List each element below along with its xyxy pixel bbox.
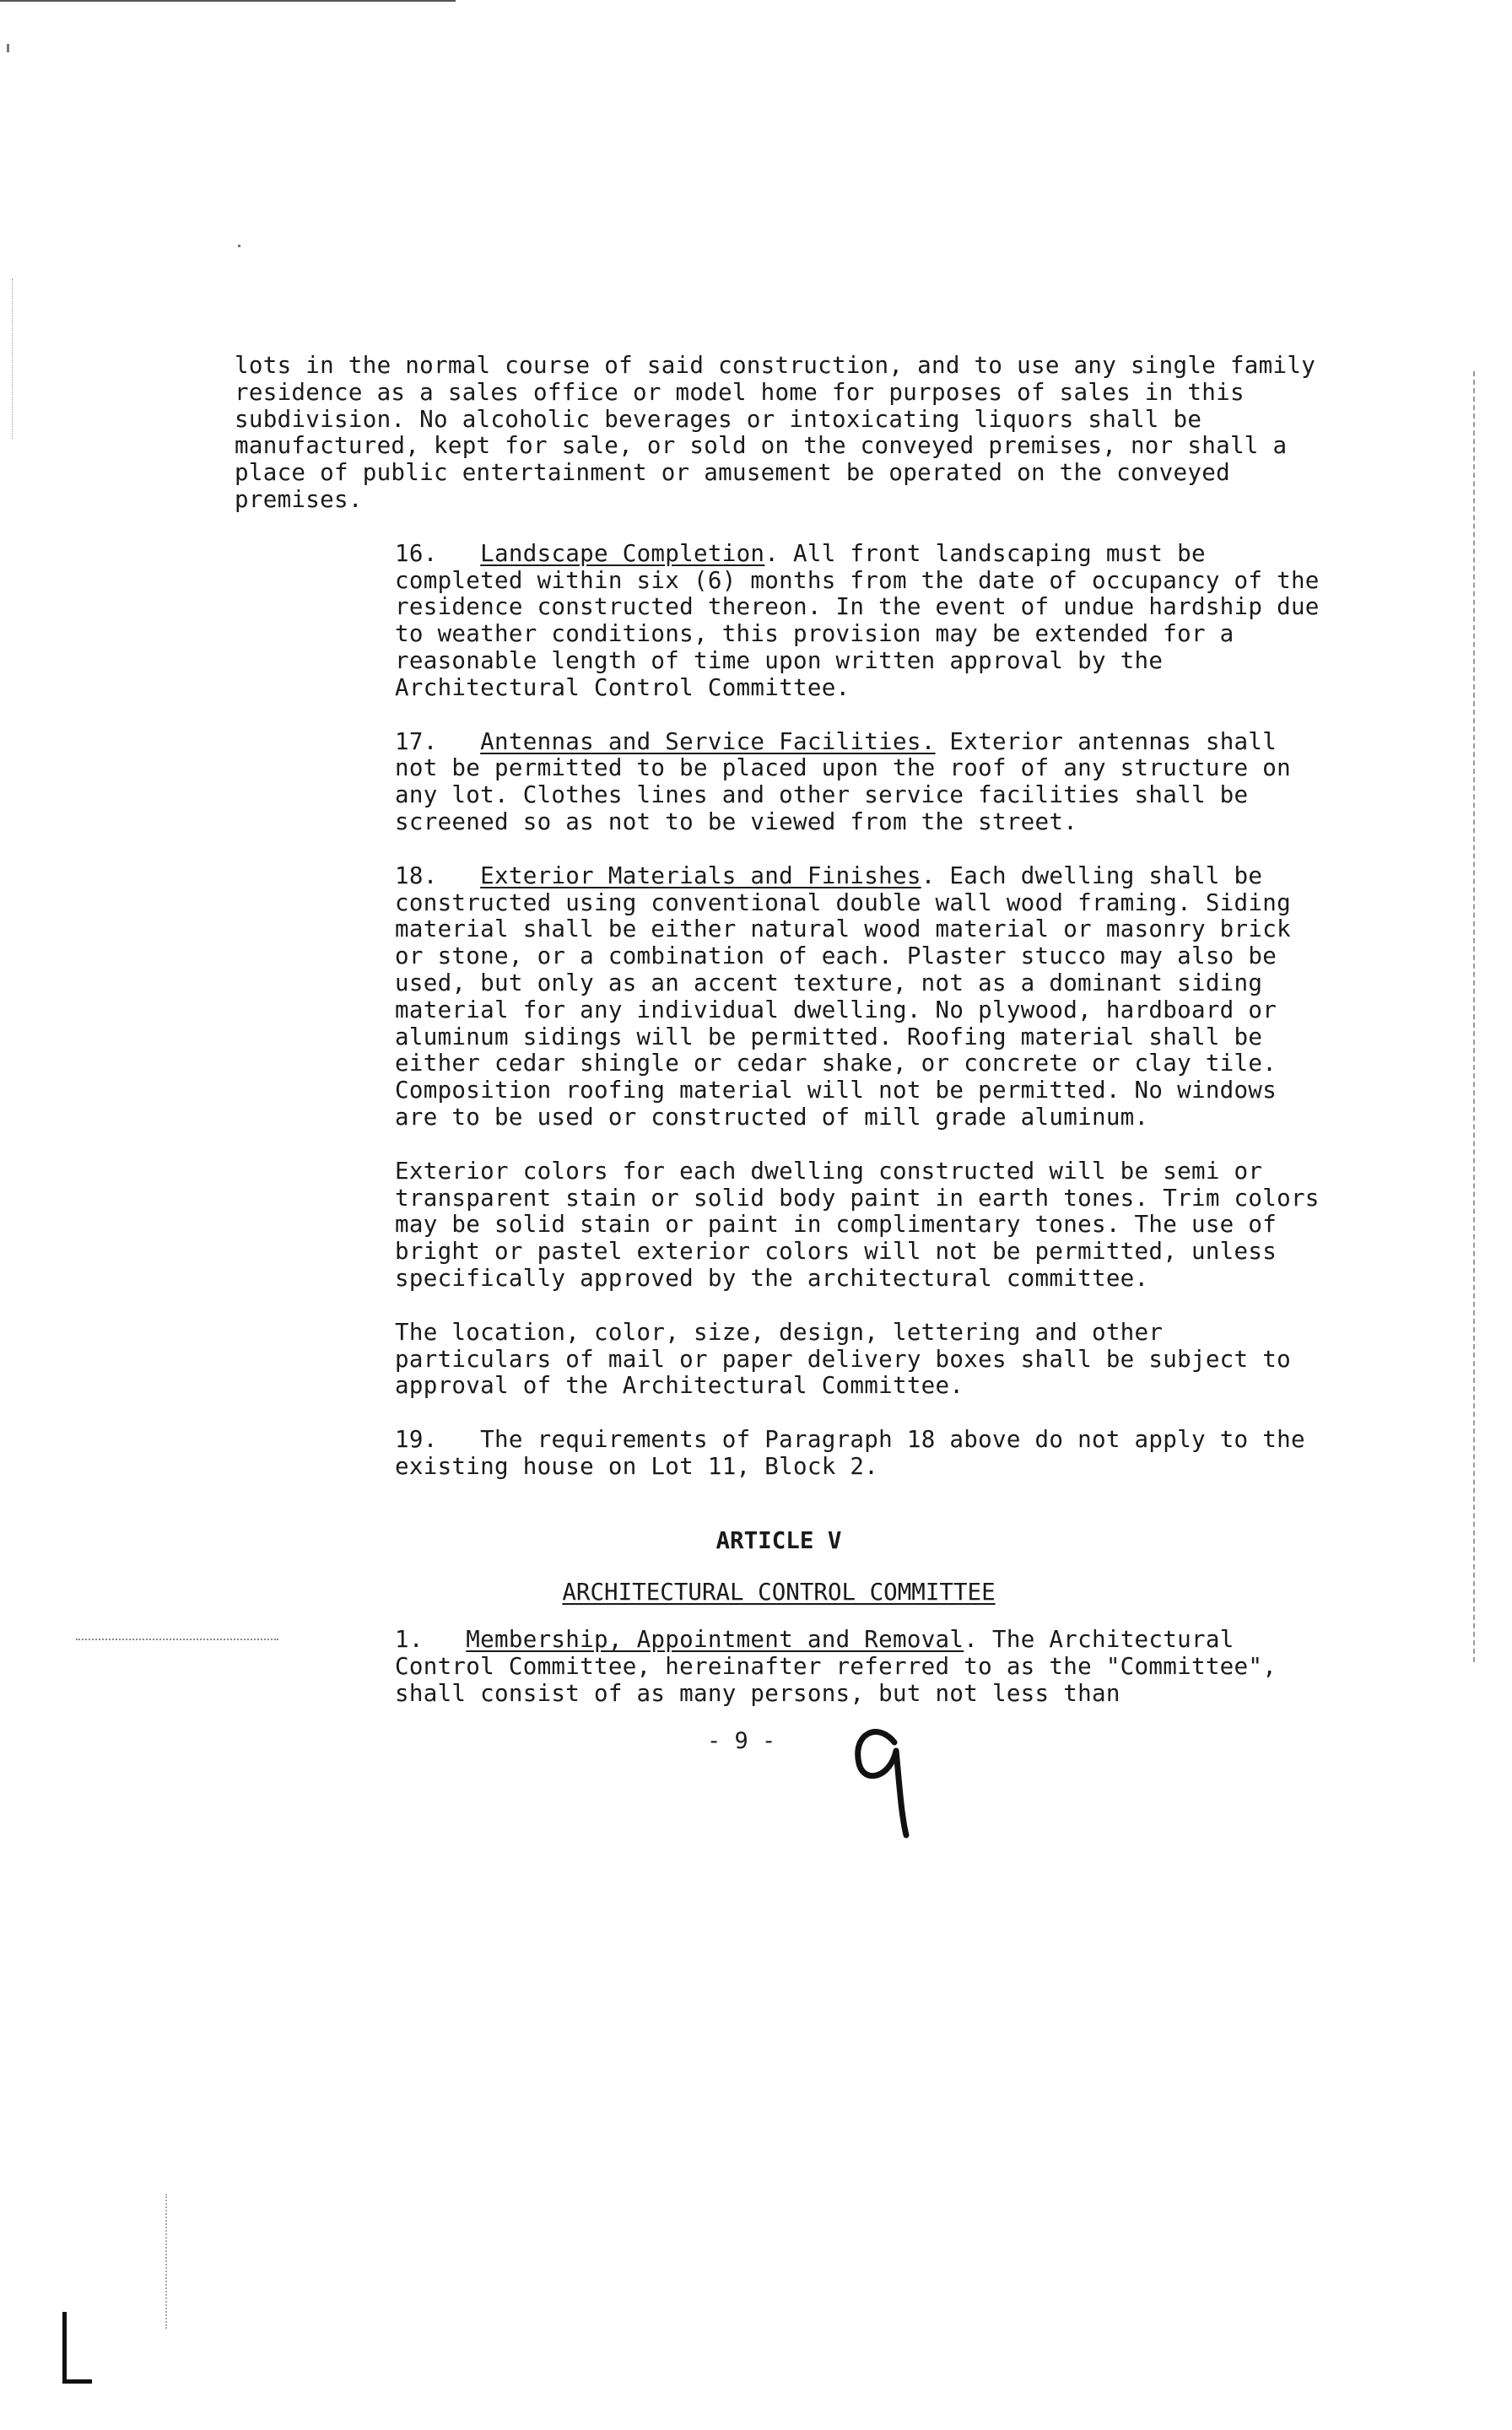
article-5-section-1 bbox=[235, 1627, 1323, 1707]
paragraph-number: 16. bbox=[395, 539, 438, 567]
paragraph-15-continued: lots in the normal course of said construction, and to use any single family residence as a sales office or model home for purposes of sales in this subdivision. No alcoholic beverages or intoxicating liquors shall be manufactured, kept for sale, or sold on the conveyed premises, nor shall a place of public entertainment or amusement be operated on the conveyed premises. bbox=[235, 352, 1316, 513]
paragraph-number: 19. bbox=[395, 1426, 438, 1454]
paragraph-text: Exterior antennas shall not be permitted to be placed upon the roof of any structure on any lot. Clothes lines and other service facilities shall be screened so as not to be viewed from the street. bbox=[395, 727, 1291, 835]
paragraph-18 bbox=[235, 863, 1323, 1131]
paragraph-title: Exterior Materials and Finishes bbox=[480, 861, 921, 889]
scan-artifact bbox=[238, 245, 240, 247]
corner-bracket-mark bbox=[62, 2312, 92, 2384]
page-number: - 9 - bbox=[707, 1728, 776, 1754]
paragraph-number: 1. bbox=[395, 1626, 424, 1654]
left-margin-artifact bbox=[12, 278, 14, 439]
paragraph-number: 17. bbox=[395, 727, 438, 755]
paragraph-text: . The Architectural Control Committee, hereinafter referred to as the "Committee", shall consist of as many persons, but not less than bbox=[395, 1626, 1277, 1707]
paragraph-16 bbox=[235, 541, 1323, 702]
paragraph-18-colors: Exterior colors for each dwelling constructed will be semi or transparent stain or solid body paint in earth tones. Trim colors may be solid stain or paint in complimentary tones. The use of bright or pastel exterior colors will not be permitted, unless specifically approved by the architectural committee. bbox=[395, 1157, 1320, 1292]
paragraph-18-mailboxes: The location, color, size, design, lettering and other particulars of mail or paper delivery boxes shall be subject to approval of the Architectural Committee. bbox=[395, 1318, 1291, 1400]
paragraph-17 bbox=[235, 729, 1323, 836]
lower-margin-artifact bbox=[165, 2194, 169, 2329]
paragraph-text: . All front landscaping must be completed within six (6) months from the date of occupancy of the residence constructed thereon. In the event of undue hardship due to weather conditions, this provision may be extended for a reasonable length of time upon written approval by the Architectural Control Committee. bbox=[395, 539, 1320, 701]
paragraph-text: . Each dwelling shall be constructed using conventional double wall wood framing. Siding material shall be either natural wood material or masonry brick or stone, or a combination of each. Plaster stucco may also be used, but only as an accent texture, not as a dominant siding material for any individual dwelling. No plywood, hardboard or aluminum sidings will be permitted. Roofing material shall be either cedar shingle or cedar shake, or concrete or clay tile. Composition roofing material will not be permitted. No windows are to be used or constructed of mill grade aluminum. bbox=[395, 861, 1291, 1131]
paragraph-number: 18. bbox=[395, 861, 438, 889]
paragraph-title: Landscape Completion bbox=[480, 539, 765, 567]
paragraph-text: The requirements of Paragraph 18 above do not apply to the existing house on Lot 11, Block 2. bbox=[395, 1426, 1305, 1480]
document-body bbox=[235, 353, 1323, 1708]
scan-artifact bbox=[7, 44, 9, 52]
article-heading: ARTICLE V bbox=[716, 1526, 842, 1554]
article-subheading: ARCHITECTURAL CONTROL COMMITTEE bbox=[562, 1579, 996, 1606]
handwritten-page-number bbox=[844, 1717, 920, 1844]
paragraph-title: Antennas and Service Facilities. bbox=[480, 727, 936, 755]
scan-edge-line bbox=[0, 0, 456, 2]
paragraph-19 bbox=[235, 1427, 1323, 1481]
paragraph-title: Membership, Appointment and Removal bbox=[466, 1626, 964, 1654]
right-margin-artifact bbox=[1473, 371, 1476, 1662]
